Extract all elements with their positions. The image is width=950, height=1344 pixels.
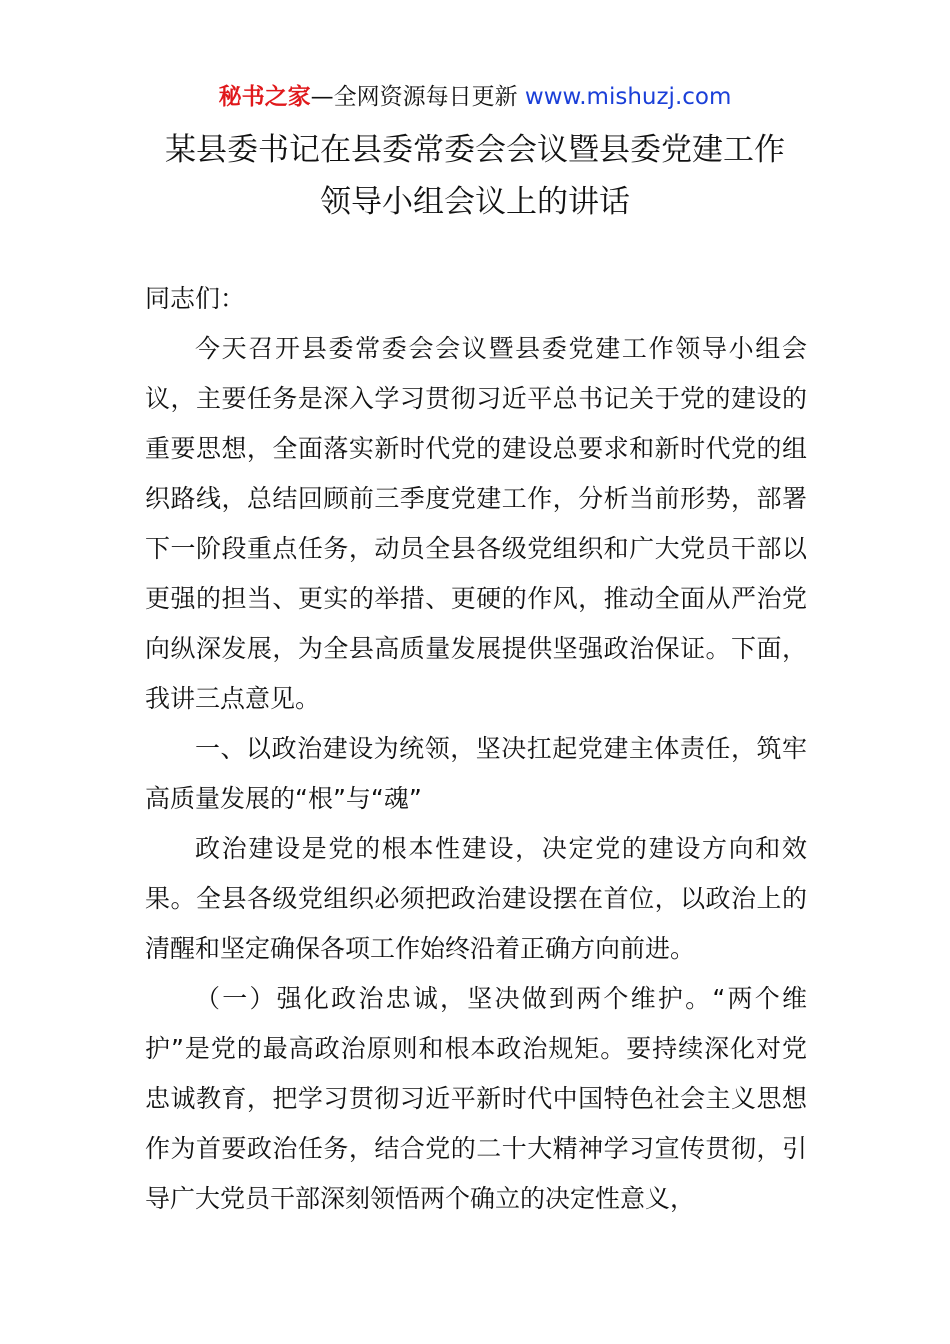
header-tagline: —全网资源每日更新 bbox=[310, 84, 525, 110]
document-title bbox=[100, 124, 850, 228]
title-line-1: 某县委书记在县委常委会会议暨县委党建工作 bbox=[165, 132, 785, 168]
paragraph-section-1-intro: 政治建设是党的根本性建设，决定党的建设方向和效果。全县各级党组织必须把政治建设摆在首位，以政治上的清醒和坚定确保各项工作始终沿着正确方向前进。 bbox=[145, 834, 807, 963]
paragraph-subsection-1: （一）强化政治忠诚，坚决做到两个维护。“两个维护”是党的最高政治原则和根本政治规矩。要持续深化对党忠诚教育，把学习贯彻习近平新时代中国特色社会主义思想作为首要政治任务，结合党的二十大精神学习宣传贯彻，引导广大党员干部深刻领悟两个确立的决定性意义， bbox=[145, 984, 807, 1213]
section-heading-1: 一、以政治建设为统领，坚决扛起党建主体责任，筑牢高质量发展的“根”与“魂” bbox=[145, 734, 807, 813]
brand-name: 秘书之家 bbox=[218, 84, 311, 110]
paragraph-intro: 今天召开县委常委会会议暨县委党建工作领导小组会议，主要任务是深入学习贯彻习近平总书记关于党的建设的重要思想，全面落实新时代党的建设总要求和新时代党的组织路线，总结回顾前三季度党建工作，分析当前形势，部署下一阶段重点任务，动员全县各级党组织和广大党员干部以更强的担当、更实的举措、更硬的作风，推动全面从严治党向纵深发展，为全县高质量发展提供坚强政治保证。下面，我讲三点意见。 bbox=[145, 334, 807, 713]
salutation: 同志们： bbox=[145, 284, 246, 313]
document-body bbox=[145, 274, 807, 1224]
site-header bbox=[0, 80, 950, 114]
title-line-2: 领导小组会议上的讲话 bbox=[320, 184, 630, 220]
site-url-link[interactable]: www.mishuzj.com bbox=[524, 84, 732, 110]
